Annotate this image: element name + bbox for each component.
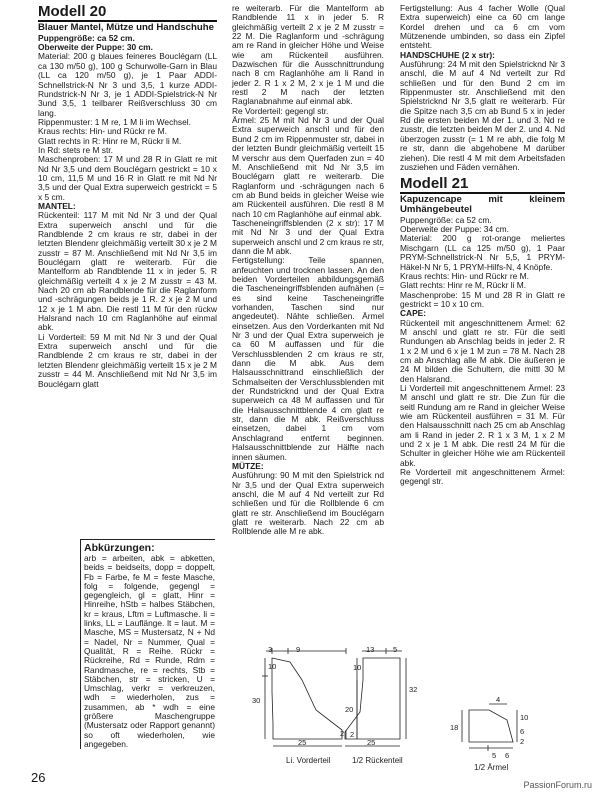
rueck-top-b: 5 [393, 645, 398, 654]
rueck-top-a: 13 [366, 645, 375, 654]
model-20-subtitle: Blauer Mantel, Mütze und Handschuhe [38, 22, 214, 33]
rueck-mid-h2: 20 [345, 705, 354, 714]
c1-p2: Material: 200 g blaues feineres Bouclégarn (LL ca 130 m/50 g), 100 g Schurwolle-Garn in Blau (LL ca 120 m/50 g), je 1 Paar ADDI-Schnellstrick-N Nr 3 und 3,5, 1 kurze ADDI-Rundstrick-N Nr 3, je 1 ADDI-Spielstrick-N Nr 3und 3,5, 1 teilbarer Reißverschluss 30 cm lang. [38, 51, 217, 118]
aermel-bottom-a: 5 [492, 751, 497, 760]
c3-q1: Oberweite der Puppe: 34 cm. [400, 224, 509, 235]
c3-q7: Rückenteil mit angeschnittenem Ärmel: 62 M anschl und glatt re str. Für die seitl Rundungen ab Anschlag beids in jeder 2. R 1 x 2 M und 6 x je 1 M zun = 78 M. Nach 28 cm ab Anschlag alle M abk. Die äußeren je 24 M bilden die Schultern, die mittl 30 M den Halsrand. [400, 317, 565, 384]
vorder-bottom: 25 [298, 738, 307, 747]
c3-q3: Kraus rechts: Hin- und Rückr re M. [400, 270, 529, 281]
column-3 [400, 4, 565, 487]
abbreviations-text: arb = arbeiten, abk = abketten, beids = beidseits, dopp = doppelt, Fb = Farbe, fe M = feste Masche, folg = folgende, gegengl = gegengleich, gl = glatt, Hinr = Hinreihe, hStb = halbes Stäbchen, kr = kraus, Lftm = Luftmasche. li = links, LL = Lauflänge. lt = laut. M = Masche, MS = Mustersatz, N + Nd = Nadel, Nr = Nummer, Qual = Qualität, R = Reihe. Rückr = Rückreihe, Rd = Runde, Rdm = Randmasche, re = rechts, Stb = Stäbchen, str = stricken, U = Umschlag, verkr = verkreuzen, wdh = wiederholen, zus = zusammen, ab * wdh = eine größere Maschengruppe (Mustersatz oder Rapport genannt) so oft wiederholen, wie angegeben. [84, 553, 215, 749]
c2-p1: Re Vorderteil: gegengl str. [232, 105, 329, 116]
rueckenteil-shape [345, 658, 400, 739]
c3-p1: HANDSCHUHE (2 x str): [400, 49, 495, 60]
aermel-right-h1: 10 [520, 713, 529, 722]
vorder-top-a: 3 [268, 645, 273, 654]
aermel-top: 4 [496, 695, 501, 704]
c1-p4: Kraus rechts: Hin- und Rückr re M. [38, 126, 167, 137]
c3-q4: Glatt rechts: Hinr re M, Rückr li M. [400, 280, 527, 291]
c3-q6: CAPE: [400, 308, 427, 319]
c3-q5: Maschenprobe: 15 M und 28 R in Glatt re gestrickt = 10 x 10 cm. [400, 289, 565, 309]
watermark: PassionForum.ru [523, 780, 592, 790]
c1-p8: MANTEL: [38, 200, 76, 211]
c1-p5: Glatt rechts in R: Hinr re M, Rückr li M. [38, 135, 182, 146]
c3-q2: Material: 200 g rot-orange meliertes Mischgarn (LL ca 125 m/50 g), 1 Paar PRYM-Schnellstrick-N Nr 5,5, 1 PRYM-Häkel-N Nr 5, 1 PRYM-Hilfs-N, 4 Knöpfe. [400, 233, 565, 272]
vorderteil-shape [272, 658, 345, 739]
column-1 [38, 4, 217, 389]
vorder-top-b: 9 [296, 645, 301, 654]
c3-q8: Li Vorderteil mit angeschnittenem Ärmel: 23 M anschl und glatt re str. Die Zun für die seitl Rundung am re Rand in gleicher Weise wie am Rückenteil ausführen = 31 M. Für den Halsausschnitt nach 25 cm ab Anschlag am li Rand in jeder 2. R 1 x 3 M, 1 x 2 M und 2 x je 1 M abk. Die restl 24 M für die Schulter in gleicher Höhe wie am Rückenteil abk. [400, 382, 565, 468]
abbreviations-box [80, 539, 215, 749]
c1-p3: Rippenmuster: 1 M re, 1 M li im Wechsel. [38, 116, 191, 127]
aermel-right-small: 2 [520, 737, 525, 746]
aermel-label: 1/2 Ärmel [474, 763, 509, 772]
c2-p3: Tascheneingriffsblenden (2 x str): 17 M mit Nd Nr 3 und der Qual Extra superweich anschl und 2 cm kraus re str, dann die M abk. [232, 217, 384, 256]
abbreviations-title: Abkürzungen: [84, 542, 155, 554]
rueck-bottom: 25 [367, 738, 376, 747]
aermel-shape [469, 710, 513, 742]
aermel-left-h: 18 [450, 723, 459, 732]
c2-p5: MÜTZE: [232, 460, 264, 471]
c3-p0: Fertigstellung: Aus 4 facher Wolle (Qual Extra superweich) eine ca 60 cm lange Kordel drehen und ca 6 cm vom Mützenende umbinden, so dass ein Zipfel entsteht. [400, 3, 565, 51]
c1-p7: Maschenproben: 17 M und 28 R in Glatt re mit Nd Nr 3,5 und dem Bouclégarn gestrickt = 10 x 10 cm, 11,5 M und 16 R in Glatt re mit Nd Nr 3,5 und der Qual Extra superweich gestrickt = 5 x 5 cm. [38, 154, 217, 202]
c2-p4: Fertigstellung: Teile spannen, anfeuchten und trocknen lassen. An den beiden Vorderteilen abbildungsgemäß die Tascheneingriffsblenden aufnähen (= es sind keine Tascheneingriffe vorhanden, Taschen sind nur angedeutet). Nähte schließen. Ärmel einsetzen. Aus den Vorderkanten mit Nd Nr 3 und der Qual Extra superweich je ca 60 M auffassen und für die Verschlussblenden 2 cm kraus re str, dann die M abk. Aus dem Halsausschnittrand einschließlich der Schmalseiten der Verschlussblenden mit der Rundstricknd und der Qual Extra superweich ca 48 M auffassen und für die Halsausschnittblende 4 cm glatt re str, dann die M abk. Reißverschluss einsetzen, dabei 1 cm vom Anschlagrand entfernt beginnen. Halsausschnittblende zur Hälfte nach innen säumen. [232, 255, 384, 462]
c1-p6: In Rd: stets re M str. [38, 144, 113, 155]
c3-q0: Puppengröße: ca 52 cm. [400, 214, 492, 225]
c1-p9: Rückenteil: 117 M mit Nd Nr 3 und der Qual Extra superweich anschl und für die Randblende 2 cm kraus re str, dabei in der letzten Blendenr gleichmäßig verteilt 30 x je 2 M zusstr = 87 M. Anschließend mit Nd Nr 3,5 im Bouclégarn glatt re weiterarb. Für die Mantelform ab Randblende 11 x in jeder 5. R gleichmäßig verteilt 4 x je 2 M zusstr = 43 M. Nach 20 cm ab Randblende für die Raglanform und -schrägungen beids je 1 R. 2 x je 2 M und 12 x je 1 M abn. Die restl 11 M für den rückw Halsrand nach 10 cm Raglanhöhe auf einmal abk. [38, 210, 217, 333]
vorder-left-h2: 30 [252, 696, 261, 705]
c3-p2: Ausführung: 24 M mit den Spielstricknd Nr 3 anschl, die M auf 4 Nd verteilt zur Rd schließen und für den Bund 2 cm im Rippenmuster str. Anschließend mit den Spielstricknd Nr 3,5 glatt re weiterarb. Für die Spitze nach 3,5 cm ab Bund 5 x in jeder Rd die ersten beiden M der 1. und 3. Nd re zusstr, die letzten beiden M der 2. und 4. Nd überzogen zusstr (= 1 M re abh, die folg M re str, dann die abgehobene M darüber ziehen). Die restl 4 M mit dem Arbeitsfaden zusziehen und Fäden vernähen. [400, 59, 565, 172]
c2-p2: Ärmel: 25 M mit Nd Nr 3 und der Qual Extra superweich anschl und für den Bund 2 cm im Rippenmuster str, dabei in der letzten Bundr gleichmäßig verteilt 15 M verschr aus dem Querfaden zun = 40 M. Anschließend mit Nd Nr 3,5 im Bouclégarn glatt re weiterarb. Die Raglanform und -schrägungen nach 6 cm ab Bund beids in gleicher Weise wie am Rückenteil ausführen. Die restl 8 M nach 10 cm Raglanhöhe auf einmal abk. [232, 115, 384, 219]
vorder-left-h1: 10 [268, 662, 277, 671]
vorder-right-small: 2 [350, 730, 355, 739]
c2-p0: re weiterarb. Für die Mantelform ab Randblende 11 x in jeder 5. R gleichmäßig verteilt 2 x je 2 M zusstr = 22 M. Die Raglanform und -schrägung am re Rand in gleicher Höhe und Weise wie am Rückenteil ausführen. Dazwischen für die Ausschnittrundung nach 8 cm Raglanhöhe am li Rand in jeder 2. R 1 x 2 M, 2 x je 1 M und die restl 2 M nach der letzten Raglanabnahme auf einmal abk. [232, 3, 384, 107]
rueck-mid-h1: 10 [353, 663, 362, 672]
aermel-right-h2: 6 [520, 727, 525, 736]
model-21-subtitle: Kapuzencape mit kleinem Umhängebeutel [400, 194, 565, 215]
c2-p6: Ausführung: 90 M mit den Spielstrick nd Nr 3,5 und der Qual Extra superweich anschl, die M auf 4 Nd verteilt zur Rd schließen und für die Rollblende 6 cm glatt re str. Anschließend im Bouclégarn glatt re weiterarb. Nach 22 cm ab Rollblende alle M re abk. [232, 470, 384, 537]
rueck-right-small: 2 [340, 729, 345, 738]
c1-p10: Li Vorderteil: 59 M mit Nd Nr 3 und der Qual Extra superweich anschl und für die Randblende 2 cm kraus re str, dabei in der letzten Blendenr gleichmäßig verteilt 15 x je 2 M zusstr = 44 M. Anschließend mit Nd Nr 3,5 im Bouclégarn glatt [38, 331, 217, 389]
c1-p0: Puppengröße: ca 52 cm. [38, 32, 135, 43]
column-2 [232, 4, 384, 537]
page-number: 26 [31, 770, 46, 785]
model-20-title: Modell 20 [38, 4, 217, 22]
rueck-right-h: 32 [409, 685, 418, 694]
aermel-bottom-b: 6 [505, 751, 510, 760]
vorder-label: Li. Vorderteil [286, 756, 331, 765]
rueck-label: 1/2 Rückenteil [352, 756, 403, 765]
c3-q9: Re Vorderteil mit angeschnittenem Ärmel: gegengl str. [400, 467, 565, 487]
c1-p1: Oberweite der Puppe: 30 cm. [38, 42, 153, 53]
model-21-title: Modell 21 [400, 176, 565, 194]
